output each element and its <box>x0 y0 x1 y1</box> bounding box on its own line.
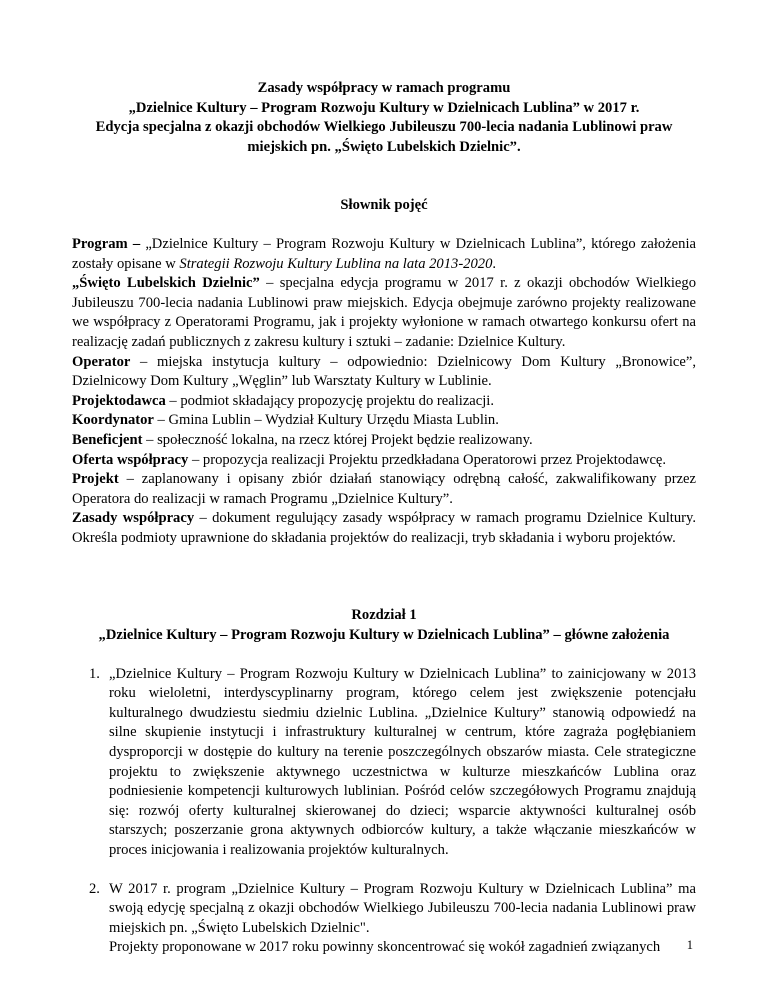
item-text: „Dzielnice Kultury – Program Rozwoju Kultury w Dzielnicach Lublina” to zainicjowany w 2013 roku wieloletni, interdyscyplinarny program, którego celem jest zwiększenie potencjału kulturalnego dwudziestu siedmiu dzielnic Lublina. „Dzielnice Kultury” stanowią odpowiedź na silne skupienie instytucji i infrastruktury kulturalnej w centrum, które zagraża pogłębianiem dysproporcji w dostępie do kultury na terenie poszczególnych obszarów miasta. Cele strategiczne projektu to zwiększenie aktywnego uczestnictwa w kulturze mieszkańców Lublina oraz podniesienie kompetencji kulturowych lublinian. Pośród celów szczegółowych Programu znajdują się: rozwój oferty kulturalnej skierowanej do dzieci; wsparcie aktywności kulturalnej osób starszych; poszerzanie grona aktywnych odbiorców kultury, a także włączanie mieszkańców w proces inicjowania i realizowania projektów kulturalnych. <box>109 665 696 858</box>
dictionary-entry-koordynator <box>72 411 696 431</box>
dictionary-entry-projekt <box>72 470 696 509</box>
page-number: 1 <box>686 938 693 952</box>
chapter-title-bold: „Dzielnice Kultury – Program Rozwoju Kultury w Dzielnicach Lublina” <box>98 627 550 644</box>
item-text: W 2017 r. program „Dzielnice Kultury – Program Rozwoju Kultury w Dzielnicach Lublina” ma swoją edycję specjalną z okazji obchodów Wielkiego Jubileuszu 700-lecia nadania Lublinowi praw miejskich pn. „Święto Lubelskich Dzielnic". <box>109 880 696 936</box>
item-number: 2. <box>89 880 100 897</box>
term: Oferta współpracy <box>72 451 189 468</box>
definition: – specjalna edycja programu w 2017 r. z okazji obchodów Wielkiego Jubileuszu 700-lecia nadania Lublinowi praw miejskich. Edycja obejmuje zarówno projekty realizowane we współpracy z Operatorami Programu, jak i projekty wyłonione w ramach otwartego konkursu ofert na realizację zadań publicznych z zakresu kultury i sztuki – zadanie: Dzielnice Kultury. <box>72 275 696 350</box>
dictionary-entry-projektodawca <box>72 392 696 412</box>
definition: – miejska instytucja kultury – odpowiednio: Dzielnicowy Dom Kultury „Bronowice”, Dzielnicowy Dom Kultury „Węglin” lub Warsztaty Kultury w Lublinie. <box>72 353 696 390</box>
term: Program – <box>72 235 141 252</box>
definition-italic: Strategii Rozwoju Kultury Lublina na lata 2013-2020 <box>179 255 493 272</box>
term: Beneficjent <box>72 431 143 448</box>
term: Projektodawca <box>72 392 166 409</box>
list-item <box>72 665 696 861</box>
dictionary-entry-swieto <box>72 274 696 352</box>
dictionary-entry-oferta <box>72 451 696 471</box>
definition: „Dzielnice Kultury – Program Rozwoju Kultury w Dzielnicach Lublina”, którego założenia zostały opisane w <box>72 235 696 272</box>
dictionary-list <box>72 235 696 549</box>
definition-end: . <box>492 255 497 272</box>
dictionary-entry-program <box>72 235 696 274</box>
chapter-label: Rozdział 1 <box>351 607 417 624</box>
definition: – społeczność lokalna, na rzecz której Projekt będzie realizowany. <box>142 431 533 448</box>
chapter-items <box>72 665 696 958</box>
doc-title-line-2: „Dzielnice Kultury – Program Rozwoju Kultury w Dzielnicach Lublina” w 2017 r. <box>128 99 640 116</box>
item-number: 1. <box>89 665 100 682</box>
list-item <box>72 880 696 958</box>
dictionary-entry-operator <box>72 353 696 392</box>
definition: – Gmina Lublin – Wydział Kultury Urzędu Miasta Lublin. <box>153 412 499 429</box>
definition: – zaplanowany i opisany zbiór działań stanowiący odrębną całość, zakwalifikowany przez Operatora do realizacji w ramach Programu „Dzielnice Kultury”. <box>72 471 696 507</box>
dictionary-heading: Słownik pojęć <box>340 197 428 214</box>
term: Projekt <box>72 471 119 488</box>
item-text-continuation: Projekty proponowane w 2017 roku powinny skoncentrować się wokół zagadnień związanych <box>109 939 661 956</box>
term: „Święto Lubelskich Dzielnic” <box>72 275 260 292</box>
definition: – dokument regulujący zasady współpracy w ramach programu Dzielnice Kultury. Określa podmioty uprawnione do składania projektów do realizacji, tryb składania i wyboru projektów. <box>72 510 696 546</box>
document-page <box>72 79 696 977</box>
definition: – propozycja realizacji Projektu przedkładana Operatorowi przez Projektodawcę. <box>188 451 667 468</box>
definition: – podmiot składający propozycję projektu do realizacji. <box>165 392 495 409</box>
doc-title-line-1: Zasady współpracy w ramach programu <box>257 80 511 96</box>
doc-title-line-4: miejskich pn. „Święto Lubelskich Dzielnic”. <box>247 138 521 155</box>
chapter-title <box>72 626 696 646</box>
term: Koordynator <box>72 412 154 429</box>
dictionary-entry-beneficjent <box>72 431 696 451</box>
dictionary-entry-zasady <box>72 509 696 548</box>
term: Zasady współpracy <box>72 510 195 527</box>
doc-title-line-3: Edycja specjalna z okazji obchodów Wielkiego Jubileuszu 700-lecia nadania Lublinowi praw <box>95 119 673 136</box>
chapter-title-rest: – główne założenia <box>549 627 670 644</box>
term: Operator <box>72 353 131 370</box>
